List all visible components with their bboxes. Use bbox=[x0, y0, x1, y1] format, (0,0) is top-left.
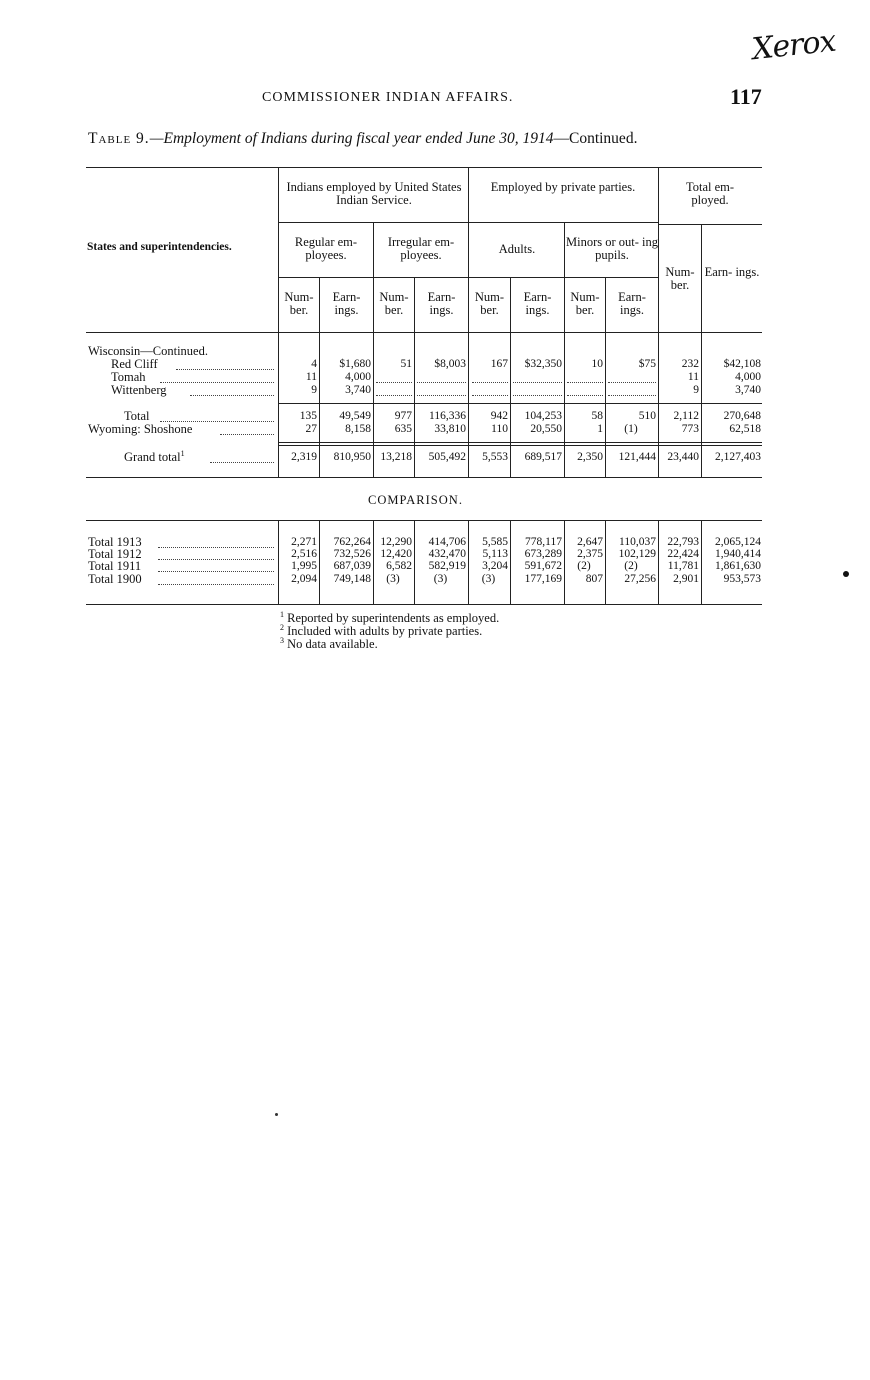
rows-cell: $1,680 bbox=[339, 358, 371, 370]
comparison-bottom-rule bbox=[86, 604, 762, 605]
blank-leader bbox=[513, 382, 562, 383]
comparison-cell: 22,424 bbox=[667, 548, 699, 560]
group-header-total: Total em- ployed. bbox=[685, 180, 735, 207]
rows-cell: $8,003 bbox=[434, 358, 466, 370]
comparison-cell: 6,582 bbox=[386, 560, 412, 572]
rows-cell: 4,000 bbox=[345, 371, 371, 383]
rows-cell: 9 bbox=[311, 384, 317, 396]
rows-cell: 8,158 bbox=[345, 423, 371, 435]
rows-cell: 9 bbox=[693, 384, 699, 396]
comparison-row-label: Total 1912 bbox=[88, 547, 142, 561]
group-header-private: Employed by private parties. bbox=[490, 180, 636, 194]
rows-cell: 51 bbox=[400, 358, 412, 370]
leader-dots bbox=[158, 547, 274, 548]
rows-cell: 11 bbox=[305, 371, 317, 383]
leader-dots bbox=[160, 382, 274, 383]
group-header-service: Indians employed by United States Indian Service. bbox=[286, 180, 462, 207]
comparison-cell: 5,113 bbox=[482, 548, 508, 560]
rows-cell: 11 bbox=[687, 371, 699, 383]
comparison-cell: (3) bbox=[386, 573, 400, 585]
col-header-number: Num- ber. bbox=[570, 290, 600, 317]
comparison-cell: (3) bbox=[481, 573, 496, 585]
comparison-cell: (3) bbox=[433, 573, 448, 585]
comparison-cell: 2,516 bbox=[291, 548, 317, 560]
rows-cell: $32,350 bbox=[524, 358, 562, 370]
rows-cell: 977 bbox=[394, 410, 412, 422]
leader-dots bbox=[158, 571, 274, 572]
blank-leader bbox=[472, 395, 508, 396]
footnote-text: No data available. bbox=[287, 637, 378, 651]
comparison-cell: 762,264 bbox=[333, 536, 371, 548]
group-rule-2 bbox=[658, 224, 762, 225]
footnote-mark: 1 bbox=[280, 609, 284, 619]
rows-cell: 58 bbox=[591, 410, 603, 422]
col-header-number: Num- ber. bbox=[665, 265, 695, 292]
rows-cell: 4,000 bbox=[735, 371, 761, 383]
subtotal-rule bbox=[278, 403, 762, 404]
blank-leader bbox=[376, 395, 412, 396]
rows-cell: 23,440 bbox=[667, 451, 699, 463]
rows-cell: 13,218 bbox=[380, 451, 412, 463]
row-label-state: Wisconsin—Continued. bbox=[88, 344, 208, 358]
sub-header-adults: Adults. bbox=[498, 242, 536, 256]
comparison-cell: 102,129 bbox=[618, 548, 656, 560]
scan-speck bbox=[843, 571, 849, 577]
comparison-cell: 432,470 bbox=[428, 548, 466, 560]
rows-cell: 773 bbox=[681, 423, 699, 435]
rows-cell: 270,648 bbox=[723, 410, 761, 422]
col-header-earnings: Earn- ings. bbox=[704, 265, 760, 279]
comparison-cell: 591,672 bbox=[524, 560, 562, 572]
rows-cell: 121,444 bbox=[618, 451, 656, 463]
blank-leader bbox=[608, 382, 656, 383]
row-label: Red Cliff bbox=[111, 357, 158, 371]
comparison-cell: 732,526 bbox=[333, 548, 371, 560]
comparison-cell: 2,647 bbox=[577, 536, 603, 548]
col-header-number: Num- ber. bbox=[284, 290, 314, 317]
rows-cell: 5,553 bbox=[482, 451, 508, 463]
blank-leader bbox=[376, 382, 412, 383]
comparison-cell: 3,204 bbox=[482, 560, 508, 572]
footnote-mark: 2 bbox=[280, 622, 284, 632]
rows-cell: 62,518 bbox=[729, 423, 761, 435]
row-label: Wittenberg bbox=[111, 383, 167, 397]
rows-cell: 116,336 bbox=[429, 410, 466, 422]
rows-cell: 3,740 bbox=[735, 384, 761, 396]
header-bottom-rule bbox=[86, 332, 762, 333]
footnote bbox=[280, 635, 378, 651]
caption-title: —Employment of Indians during fiscal year ended June 30, 1914 bbox=[149, 130, 554, 147]
comparison-cell: 687,039 bbox=[333, 560, 371, 572]
comparison-cell: 12,420 bbox=[380, 548, 412, 560]
leader-dots bbox=[190, 395, 274, 396]
table-top-rule bbox=[86, 167, 762, 168]
stub-header: States and superintendencies. bbox=[87, 241, 232, 253]
comparison-cell: 807 bbox=[585, 573, 603, 585]
blank-leader bbox=[472, 382, 508, 383]
comparison-cell: (2) bbox=[577, 560, 591, 572]
rows-cell: 20,550 bbox=[530, 423, 562, 435]
rows-cell: 135 bbox=[299, 410, 317, 422]
blank-leader bbox=[608, 395, 656, 396]
rows-cell: 27 bbox=[305, 423, 317, 435]
comparison-cell: (2) bbox=[624, 560, 638, 572]
rows-cell: 49,549 bbox=[339, 410, 371, 422]
leader-dots bbox=[220, 434, 274, 435]
rows-cell: 4 bbox=[311, 358, 317, 370]
comparison-cell: 177,169 bbox=[524, 573, 562, 585]
leader-dots bbox=[176, 369, 274, 370]
footnote-text: Reported by superintendents as employed. bbox=[287, 611, 500, 625]
comparison-cell: 2,271 bbox=[291, 536, 317, 548]
rows-cell: 510 bbox=[638, 410, 656, 422]
comparison-top-rule bbox=[86, 520, 762, 521]
rows-cell: 2,127,403 bbox=[715, 451, 761, 463]
caption-label: Table 9. bbox=[88, 130, 150, 147]
page-number: 117 bbox=[730, 84, 762, 109]
rows-cell: 2,319 bbox=[291, 451, 317, 463]
rows-cell: 2,112 bbox=[673, 410, 699, 422]
comparison-cell: 2,065,124 bbox=[715, 536, 761, 548]
col-header-earnings: Earn- ings. bbox=[427, 290, 456, 317]
comparison-cell: 582,919 bbox=[428, 560, 466, 572]
col-header-earnings: Earn- ings. bbox=[332, 290, 361, 317]
comparison-cell: 778,117 bbox=[525, 536, 562, 548]
leader-dots bbox=[210, 462, 274, 463]
rows-cell: 110 bbox=[491, 423, 508, 435]
rows-cell: 689,517 bbox=[524, 451, 562, 463]
col-rule bbox=[701, 224, 702, 477]
table-caption bbox=[88, 130, 637, 148]
rows-cell: $75 bbox=[638, 358, 656, 370]
table-bottom-rule bbox=[86, 477, 762, 478]
row-label: Wyoming: Shoshone bbox=[88, 422, 193, 436]
comparison-title: COMPARISON. bbox=[368, 493, 463, 507]
comparison-cell: 2,375 bbox=[577, 548, 603, 560]
col-rule bbox=[564, 222, 565, 477]
comparison-cell: 1,940,414 bbox=[715, 548, 761, 560]
blank-leader bbox=[567, 382, 603, 383]
comparison-cell: 2,094 bbox=[291, 573, 317, 585]
rows-cell: 232 bbox=[681, 358, 699, 370]
sub-header-minors: Minors or out- ing pupils. bbox=[566, 235, 659, 262]
col-header-number: Num- ber. bbox=[379, 290, 409, 317]
comparison-cell: 5,585 bbox=[482, 536, 508, 548]
comparison-row-label: Total 1911 bbox=[88, 559, 142, 573]
comparison-cell: 11,781 bbox=[667, 560, 699, 572]
blank-leader bbox=[513, 395, 562, 396]
row-label: Tomah bbox=[111, 370, 146, 384]
rows-cell: 505,492 bbox=[428, 451, 466, 463]
footnote-text: Included with adults by private parties. bbox=[287, 624, 483, 638]
comparison-cell: 749,148 bbox=[333, 573, 371, 585]
rows-cell: $42,108 bbox=[723, 358, 761, 370]
blank-leader bbox=[417, 395, 466, 396]
sub-header-irregular: Irregular em- ployees. bbox=[387, 235, 455, 262]
rows-cell: 33,810 bbox=[434, 423, 466, 435]
footnote-ref: 1 bbox=[180, 448, 185, 458]
row-label-grand-total bbox=[124, 448, 185, 464]
rows-cell: 2,350 bbox=[577, 451, 603, 463]
leader-dots bbox=[158, 559, 274, 560]
handwritten-annotation: Xerox bbox=[750, 23, 838, 68]
running-head: COMMISSIONER INDIAN AFFAIRS. bbox=[262, 90, 514, 105]
comparison-cell: 110,037 bbox=[619, 536, 656, 548]
comparison-cell: 414,706 bbox=[428, 536, 466, 548]
footnote-mark: 3 bbox=[280, 635, 284, 645]
scan-speck bbox=[275, 1113, 278, 1116]
grandtotal-rule-2 bbox=[278, 445, 762, 446]
rows-cell: 942 bbox=[490, 410, 508, 422]
leader-dots bbox=[158, 584, 274, 585]
rows-cell: 3,740 bbox=[345, 384, 371, 396]
comparison-cell: 673,289 bbox=[524, 548, 562, 560]
comparison-cell: 953,573 bbox=[723, 573, 761, 585]
comparison-cell: 2,901 bbox=[673, 573, 699, 585]
rows-cell: 1 bbox=[597, 423, 603, 435]
rows-cell: 10 bbox=[591, 358, 603, 370]
rows-cell: (1) bbox=[624, 423, 638, 435]
blank-leader bbox=[417, 382, 466, 383]
comparison-row-label: Total 1900 bbox=[88, 572, 142, 586]
comparison-cell: 27,256 bbox=[624, 573, 656, 585]
comparison-cell: 22,793 bbox=[667, 536, 699, 548]
sub-header-regular: Regular em- ployees. bbox=[294, 235, 358, 262]
col-header-earnings: Earn- ings. bbox=[523, 290, 552, 317]
rows-cell: 635 bbox=[394, 423, 412, 435]
rows-cell: 104,253 bbox=[524, 410, 562, 422]
row-label-total: Total bbox=[124, 409, 150, 423]
col-header-earnings: Earn- ings. bbox=[618, 290, 646, 317]
grandtotal-rule-1 bbox=[278, 442, 762, 443]
col-header-number: Num- ber. bbox=[474, 290, 505, 317]
blank-leader bbox=[567, 395, 603, 396]
col-rule bbox=[373, 222, 374, 477]
grand-total-label: Grand total bbox=[124, 450, 181, 464]
comparison-cell: 12,290 bbox=[380, 536, 412, 548]
comparison-row-label: Total 1913 bbox=[88, 535, 142, 549]
comparison-cell: 1,995 bbox=[291, 560, 317, 572]
comparison-cell: 1,861,630 bbox=[715, 560, 761, 572]
rows-cell: 810,950 bbox=[333, 451, 371, 463]
rows-cell: 167 bbox=[490, 358, 508, 370]
caption-suffix: —Continued. bbox=[553, 130, 638, 147]
